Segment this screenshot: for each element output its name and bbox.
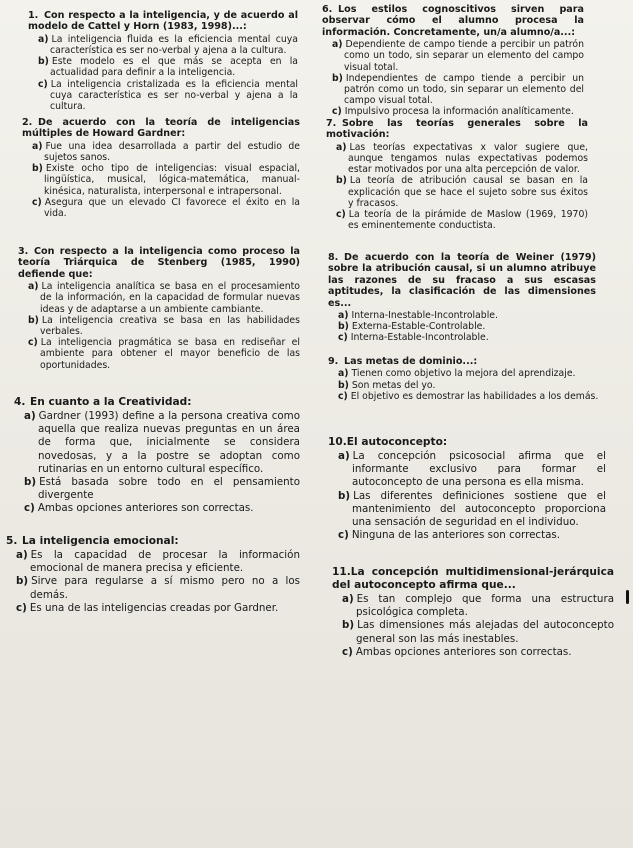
option-b[interactable]: b) La teoría de atribución causal se basan en la explicación que se hace el sujeto sobre sus éxitos y fracasos. [336,175,588,209]
option-b[interactable]: b) Las dimensiones más alejadas del autoconcepto general son las más inestables. [342,619,614,645]
question-text: Los estilos cognoscitivos sirven para observar cómo el alumno procesa la información. Concretamente, un/a alumno/a...: [322,4,584,38]
option-a[interactable]: a) Las teorías expectativas x valor sugiere que, aunque tengamos nulas expectativas podemos estar motivados por una alta percepción de valor. [336,141,588,176]
option-c[interactable]: c) Interna-Estable-Incontrolable. [338,332,489,344]
option-a[interactable]: a) La inteligencia analítica se basa en el procesamiento de la información, en la capacidad de formular nuevas ideas y de adaptarse a un ambiente cambiante. [28,281,300,315]
option-b[interactable]: b) La inteligencia creativa se basa en las habilidades verbales. [28,314,300,338]
option-c[interactable]: c) La teoría de la pirámide de Maslow (1969, 1970) es eminentemente conductista. [336,209,588,232]
option-a[interactable]: a) Es la capacidad de procesar la información emocional de manera precisa y eficiente. [16,549,300,575]
option-c[interactable]: c) Ninguna de las anteriores son correctas. [338,529,561,542]
question-text: Las metas de dominio...: [344,356,478,367]
question-10 [328,436,606,542]
question-number: 3. [18,246,29,257]
question-number: 10. [328,436,347,448]
question-text: De acuerdo con la teoría de Weiner (1979) sobre la atribución causal, si un alumno atribuye las razones de su fracaso a sus escasas aptitudes, la clasificación de las dimensiones es... [328,252,596,309]
question-number: 6. [322,4,333,15]
option-b[interactable]: b) Son metas del yo. [338,379,436,391]
question-text: De acuerdo con la teoría de inteligencias múltiples de Howard Gardner: [22,117,300,140]
question-text: Con respecto a la inteligencia, y de acuerdo al modelo de Cattel y Horn (1983, 1998)...: [28,10,298,33]
question-6 [322,4,584,118]
question-number: 11. [332,566,351,578]
option-b[interactable]: b) Está basada sobre todo en el pensamiento divergente [24,476,300,502]
question-number: 7. [326,118,337,129]
option-c[interactable]: c) Ambas opciones anteriores son correctas. [342,645,572,658]
option-c[interactable]: c) La inteligencia cristalizada es la eficiencia mental cuya característica es ser no-verbal y ajena a la cultura. [38,78,298,113]
option-c[interactable]: c) Asegura que un elevado CI favorece el éxito en la vida. [32,196,300,220]
option-a[interactable]: a) Dependiente de campo tiende a percibir un patrón como un todo, sin separar un elemento del campo visual total. [332,39,584,73]
question-4 [14,396,300,516]
question-number: 4. [14,396,26,408]
question-8 [328,252,596,344]
question-2 [22,117,300,219]
option-b[interactable]: b) Las diferentes definiciones sostiene que el mantenimiento del autoconcepto proporciona una sensación de seguridad en el individuo. [338,489,606,529]
question-number: 1. [28,10,39,21]
option-c[interactable]: c) Impulsivo procesa la información analíticamente. [332,106,574,118]
option-c[interactable]: c) El objetivo es demostrar las habilidades a los demás. [338,390,599,402]
option-b[interactable]: b) Independientes de campo tiende a percibir un patrón como un todo, sin separar un elemento del campo visual total. [332,72,584,107]
question-number: 9. [328,356,339,367]
question-3 [18,246,300,371]
ink-mark [626,590,629,604]
option-a[interactable]: a) Es tan complejo que forma una estructura psicológica completa. [342,593,614,619]
right-column [322,0,622,848]
option-a[interactable]: a) Fue una idea desarrollada a partir del estudio de sujetos sanos. [32,140,300,164]
option-b[interactable]: b) Existe ocho tipo de inteligencias: visual espacial, lingüística, musical, lógica-matemática, manual-kinésica, naturalista, interpersonal e intrapersonal. [32,163,300,197]
option-a[interactable]: a) La concepción psicosocial afirma que el informante exclusivo para formar el autoconcepto de una persona es ella misma. [338,450,606,489]
option-a[interactable]: a) Gardner (1993) define a la persona creativa como aquella que realiza nuevas preguntas en un área de forma que, inicialmente se considera novedosas, y a la postre se adoptan como rutinarias en un entorno cultural específico. [24,410,300,475]
option-c[interactable]: c) La inteligencia pragmática se basa en rediseñar el ambiente para obtener el mayor beneficio de las oportunidades. [28,337,300,371]
question-text: La inteligencia emocional: [22,535,179,547]
option-c[interactable]: c) Ambas opciones anteriores son correctas. [24,502,254,515]
option-c[interactable]: c) Es una de las inteligencias creadas por Gardner. [16,601,279,614]
question-text: El autoconcepto: [346,436,448,448]
question-7 [326,118,588,231]
option-b[interactable]: b) Externa-Estable-Controlable. [338,321,486,333]
question-number: 2. [22,117,33,128]
question-number: 8. [328,252,339,263]
question-number: 5. [6,535,18,547]
question-text: En cuanto a la Creatividad: [30,396,192,408]
option-b[interactable]: b) Sirve para regularse a sí mismo pero no a los demás. [16,575,300,601]
option-a[interactable]: a) Tienen como objetivo la mejora del aprendizaje. [338,368,576,380]
question-text: Sobre las teorías generales sobre la motivación: [326,118,588,141]
option-a[interactable]: a) La inteligencia fluida es la eficiencia mental cuya característica es ser no-verbal y ajena a la cultura. [38,33,298,57]
left-column [6,0,314,848]
option-a[interactable]: a) Interna-Inestable-Incontrolable. [338,310,498,322]
option-b[interactable]: b) Este modelo es el que más se acepta en la actualidad para definir a la inteligencia. [38,56,298,79]
question-1 [28,10,298,112]
question-text: La concepción multidimensional-jerárquica del autoconcepto afirma que... [332,566,614,591]
question-9 [328,356,600,402]
question-5 [6,535,300,615]
question-text: Con respecto a la inteligencia como proceso la teoría Triárquica de Stenberg (1985, 1990) defiende que: [18,246,300,280]
question-11 [332,566,614,659]
